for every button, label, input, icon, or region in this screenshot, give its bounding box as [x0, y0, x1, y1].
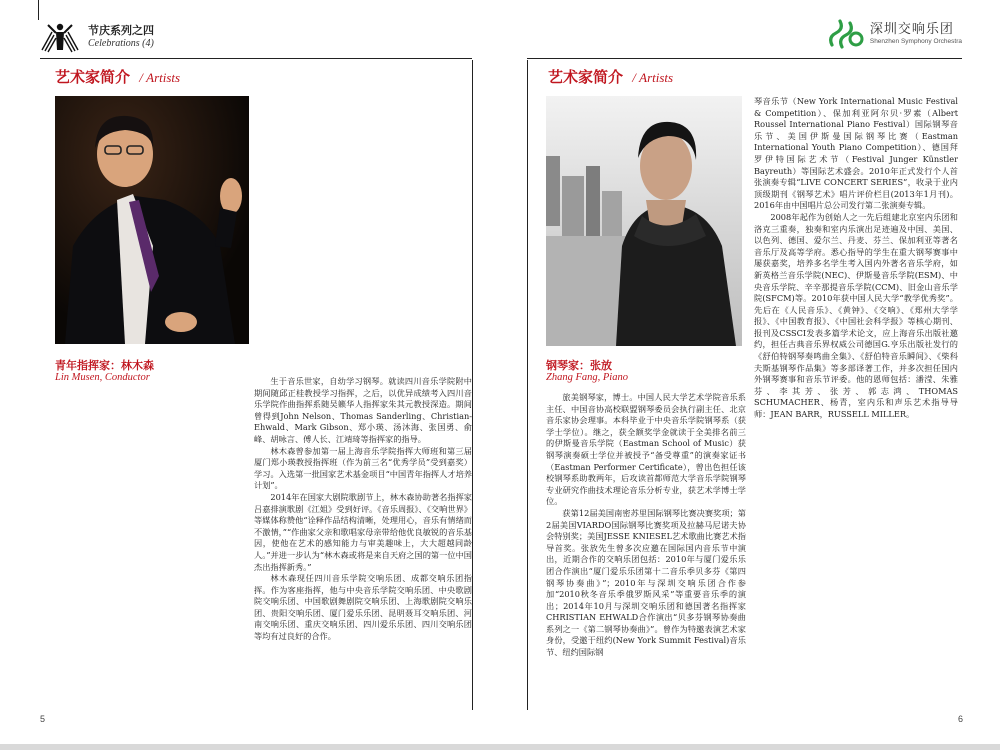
section-title-separator: / [139, 70, 143, 85]
pianist-photo-image [546, 96, 742, 346]
pianist-bio-part1 [546, 392, 746, 710]
section-title-en: Artists [146, 70, 181, 85]
conductor-bio [254, 376, 472, 706]
crop-mark [38, 0, 39, 20]
orchestra-header [826, 14, 962, 54]
bio-paragraph: 2008年起作为创始人之一先后组建北京室内乐团和洛克三重奏，独奏和室内乐演出足迹遍及中国、美国、以色列、德国、爱尔兰、丹麦、芬兰、保加利亚等著名音乐厅及高等学府。悉心指导的学生在重大钢琴赛事中屡获嘉奖，培养多名学生考入国内外著名音乐学府，如新英格兰音乐学院(NEC)、伊斯曼音乐学院(ESM)、中央音乐学院、辛辛那提音乐学院(CCM)、旧金山音乐学院(SFCM)等。2010年获中国人民大学“教学优秀奖”。先后在《人民音乐》、《黄钟》、《交响》、《郑州大学学报》、《中国教育报》、《中国社会科学报》等核心期刊、报刊及CSSCI发表多篇学术论文，应上海音乐出版社邀约，担任古典音乐界权威公司德国G.亨乐出版社发行的《舒伯特钢琴奏鸣曲全集》、《舒伯特音乐瞬间》、《柴科夫斯基钢琴作品集》等多部译著工作，并多次担任国内外钢琴赛事和音乐节评委。他的恩师包括：潘滢、朱雅芬、李其芳、张芳、郭志鸿、THOMAS SCHUMACHER、杨青，室内乐和声乐艺术指导导师：JEAN BARR，RUSSELL MILLER。 [754, 211, 958, 420]
conductor-photo [55, 96, 249, 344]
page-number-right: 6 [958, 714, 964, 724]
section-title [548, 66, 673, 87]
pianist-role-cn: 钢琴家：张放 [546, 359, 612, 372]
bio-paragraph: 获第12届美国南密苏里国际钢琴比赛决赛奖项；第2届美国VIARDO国际钢琴比赛奖项及拉赫马尼诺夫协会特别奖；美国JESSE KNIESEL艺术歌曲比赛艺术指导首奖。张放先生曾多次应邀在国际国内音乐节中演出，近期合作的交响乐团包括：2010年与厦门爱乐乐团合作演出“厦门爱乐乐团第十二音乐季贝多芬《第四钢琴协奏曲》”；2010年与深圳交响乐团合作参加“2010秋冬音乐季俄罗斯风采”等重要音乐季的演出；2014年10月与深圳交响乐团和德国著名指挥家CHRISTIAN EHWALD合作演出“贝多芬钢琴协奏曲系列之一《第二钢琴协奏曲》”。曾作为特邀表演艺术家身份，受邀于纽约(New York Summit Festival)音乐节、纽约国际钢 [546, 507, 746, 658]
conductor-silhouette-icon [40, 20, 80, 54]
section-title [55, 66, 180, 87]
sso-logo [826, 15, 864, 53]
orchestra-name-en: Shenzhen Symphony Orchestra [869, 37, 962, 45]
section-title-separator: / [632, 70, 636, 85]
bio-paragraph: 生于音乐世家，自幼学习钢琴。就读四川音乐学院附中期间随邱正桂教授学习指挥，之后，以优异成绩考入四川音乐学院作曲指挥系随吴籁华人指挥家朱其元教授深造。期间曾得到John Nelson、Thomas Sanderling、Christian-Ehwald、Mark Gibson、郑小瑛、汤沐海、张国勇、俞峰、胡咏言、傅人长、江靖琦等指挥家的指导。 [254, 376, 472, 444]
bio-paragraph: 林木森现任四川音乐学院交响乐团、成都交响乐团指挥。作为客座指挥，他与中央音乐学院交响乐团、中央歌剧院交响乐团、中国歌剧舞剧院交响乐团、上海歌剧院交响乐团、贵阳交响乐团、厦门爱乐乐团、昆明聂耳交响乐团、河南交响乐团、重庆交响乐团、四川爱乐乐团、四川交响乐团等均有过良好的合作。 [254, 573, 472, 642]
bio-paragraph: 林木森曾参加第一届上海音乐学院指挥大师班和第三届厦门郑小瑛教授指挥班（作为前三名“优秀学员”受到嘉奖）学习。入选第一批国家艺术基金项目“中国青年指挥人才培养计划”。 [254, 445, 472, 491]
conductor-role-en: Lin Musen, Conductor [55, 372, 150, 383]
conductor-role-cn: 青年指挥家：林木森 [55, 359, 154, 372]
bottom-gutter [0, 744, 1000, 750]
pianist-role-en: Zhang Fang, Piano [546, 372, 628, 383]
pianist-photo [546, 96, 742, 346]
section-title-cn: 艺术家简介 [55, 68, 131, 86]
orchestra-name-cn: 深圳交响乐团 [869, 22, 954, 38]
bio-paragraph: 2014年在国家大剧院歌剧节上，林木森协助著名指挥家吕嘉排演歌剧《江姐》受到好评。《音乐周报》、《交响世界》等媒体称赞他“诠释作品结构清晰，处理用心，音乐有情绪而不激情，”“作曲家父亲和歌唱家母亲带给他优良敏锐的音乐基因，使他在艺术的感知能力与审美趣味上，大大超越同龄人。”并进一步认为“林木森或将是来自天府之国的第一位中国杰出指挥新秀。” [254, 491, 472, 572]
section-title-cn: 艺术家简介 [548, 68, 624, 86]
pianist-bio-part2 [754, 96, 958, 476]
series-title-en: Celebrations (4) [88, 37, 154, 49]
page-number-left: 5 [40, 714, 46, 724]
header-rule-right [527, 58, 962, 59]
section-title-en: Artists [639, 70, 674, 85]
column-rule-left [472, 60, 473, 710]
bio-paragraph: 琴音乐节（New York International Music Festival & Competition）、保加利亚阿尔贝·罗素（Albert Roussel International Piano Festival）国际钢琴音乐节、美国伊斯曼国际钢琴比赛（Eastman International Youth Piano Competition）、德国拜罗伊特国际艺术节（Festival Junger Künstler Bayreuth）等国际艺术盛会。2010年正式发行个人首张演奏专辑“LIVE CONCERT SERIES”，收录于业内顶级期刊《钢琴艺术》唱片评价栏目(2013年1月刊)。2016年由中国唱片总公司发行第二张演奏专辑。 [754, 96, 958, 211]
bio-paragraph: 旅美钢琴家，博士。中国人民大学艺术学院音乐系主任、中国音协高校联盟钢琴委员会执行副主任、北京音乐家协会理事。本科毕业于中央音乐学院钢琴系（获学士学位）。继之，获全额奖学金就读于全美排名前三的伊斯曼音乐学院（Eastman School of Music）获钢琴演奏硕士学位并被授予“备受尊重”的演奏家证书（Eastman Performer Certificate），曾出色担任该校钢琴系助教两年，后攻读首都师范大学音乐学院钢琴专业研究作曲技术理论音乐分析专业，获艺术学博士学位。 [546, 392, 746, 507]
header-rule-left [40, 58, 472, 59]
column-rule-right [527, 60, 528, 710]
series-title-cn: 节庆系列之四 [88, 23, 154, 37]
series-header [40, 18, 470, 56]
right-page [500, 0, 1000, 752]
conductor-photo-image [55, 96, 249, 344]
